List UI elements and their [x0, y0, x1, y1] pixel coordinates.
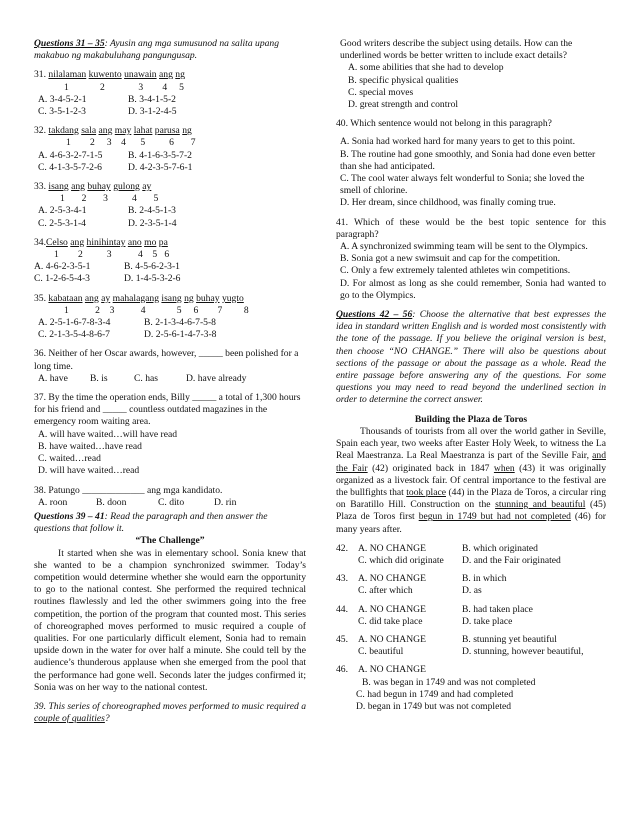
- question-36-text: 36. Neither of her Oscar awards, however, _____ been polished for a long time.: [34, 348, 299, 372]
- question-34-options-cd: C. 1-2-6-5-4-3 D. 1-4-5-3-2-6: [34, 273, 181, 285]
- passage-paragraph: Thousands of tourists from all over the world gather in Seville, Spain each year, two weeks after Easter Holy Week, to witness the La Real Maestranza. La Real Maestranza is part of the Seville Fair, and the Fair (42) originated back in 1847 when (43) it was originally organized as a livestock fair. Of central importance to the festival are the bullfights that took place (44) in the Plaza de Toros, a circular ring on Baratillo Hill. Construction on the stunning and beautiful (45) Plaza de Toros first begun in 1749 but had not completed (46) for many years after.: [336, 425, 607, 535]
- question-35-options-cd: C. 2-1-3-5-4-8-6-7 D. 2-5-6-1-4-7-3-8: [38, 329, 217, 341]
- question-35: [34, 293, 306, 342]
- question-37-option-a: A. will have waited…will have read: [38, 428, 178, 440]
- question-35-words: 35. kabataan ang ay mahalagang isang ng buhay yugto: [34, 292, 244, 304]
- instructions-42-56: Questions 42 – 56: Choose the alternative that best expresses the idea in standard written English and is worded most consistently with the tone of the passage. If you believe the original version is best, then choose “NO CHANGE.” There will also be questions about sections of the passage or about the passage as a whole. Read the entire passage before answering any of the questions. For some questions you may need to read beyond the underlined section in order to determine the correct answer.: [336, 309, 606, 406]
- question-41-option-a: A. A synchronized swimming team will be sent to the Olympics.: [340, 241, 588, 253]
- question-38-options: A. roon B. doon C. dito D. rin: [38, 496, 237, 508]
- question-40-option-c: C. The cool water always felt wonderful to Sonia; she loved the smell of chlorine.: [340, 173, 585, 197]
- question-31-numbers: 1 2 3 4 5: [64, 81, 184, 93]
- question-33: [34, 181, 306, 230]
- question-45: 45. A. NO CHANGE B. stunning yet beautiful C. beautiful D. stunning, however beautiful,: [336, 633, 584, 658]
- question-33-numbers: 1 2 3 4 5: [60, 193, 159, 205]
- question-40-option-b: B. The routine had gone smoothly, and Sonia had done even better than she had anticipated.: [340, 148, 596, 172]
- question-36: [34, 348, 306, 385]
- question-46: 46. A. NO CHANGE B. was began in 1749 and was not completed C. had begun in 1749 and had completed D. began in 1749 but was not completed: [336, 664, 536, 712]
- question-35-numbers: 1 2 3 4 5 6 7 8: [64, 304, 249, 316]
- question-32-words: 32. takdang sala ang may lahat parusa ng: [34, 125, 192, 137]
- story-paragraph: It started when she was in elementary school. Sonia knew that she wanted to be a champion synchronized swimmer. Today’s competition would determine whether she would earn the opportunity to go to the national contest. She performed the required technical routines flawlessly and led the other swimmers going into the free competition, the portion of the program that counted most. This series of choreographed moves performed to music required a couple of qualities. For one particularly difficult element, Sonia had to remain upside down in the water for over half a minute. She could tell by the audience’s thunderous applause when she emerged from the pool that the performance had gone well. Seconds later the judges confirmed it; Sonia was on her way to the national contest.: [34, 547, 306, 693]
- question-37-option-c: C. waited…read: [38, 453, 101, 465]
- question-40-option-d: D. Her dream, since childhood, was finally coming true.: [340, 197, 556, 209]
- question-38: [34, 485, 306, 509]
- question-44: 44. A. NO CHANGE B. had taken place C. did take place D. take place: [336, 603, 533, 627]
- question-36-options: A. have B. is C. has D. have already: [38, 372, 247, 384]
- question-37-text: 37. By the time the operation ends, Billy _____ a total of 1,300 hours for his friend and _____ countless outdated magazines in the emergency room waiting area.: [34, 392, 301, 428]
- question-39-option-a: A. some abilities that she had to develop: [348, 62, 504, 74]
- question-39-option-c: C. special moves: [348, 86, 414, 98]
- question-42: 42. A. NO CHANGE B. which originated C. which did originate D. and the Fair originated: [336, 542, 561, 566]
- question-34: [34, 237, 306, 286]
- question-41: [336, 217, 606, 302]
- question-41-option-b: B. Sonia got a new swimsuit and cap for the competition.: [340, 253, 561, 265]
- question-39-continued: [336, 38, 606, 111]
- question-32-options-cd: C. 4-1-3-5-7-2-6 D. 4-2-3-5-7-6-1: [38, 161, 193, 173]
- question-41-option-c: C. Only a few extremely talented athletes win competitions.: [340, 265, 571, 277]
- left-column: [34, 38, 306, 725]
- question-34-numbers: 1 2 3 4 5 6: [54, 249, 170, 261]
- instructions-31-35: Questions 31 – 35: Ayusin ang mga sumusunod na salita upang makabuo ng makabuluhang pangungusap.: [34, 38, 280, 62]
- question-32: [34, 125, 306, 174]
- instructions-39-41: Questions 39 – 41: Read the paragraph and then answer the questions that follow it.: [34, 510, 268, 535]
- question-37-option-d: D. will have waited…read: [38, 465, 140, 477]
- question-34-options-ab: A. 4-6-2-3-5-1 B. 4-5-6-2-3-1: [34, 261, 180, 273]
- question-37-option-b: B. have waited…have read: [38, 440, 142, 452]
- question-43: 43. A. NO CHANGE B. in which C. after which D. as: [336, 573, 507, 597]
- question-40-option-a: A. Sonia had worked hard for many years to get to this point.: [340, 136, 576, 148]
- question-37: [34, 392, 306, 477]
- question-32-options-ab: A. 4-6-3-2-7-1-5 B. 4-1-6-3-5-7-2: [38, 149, 192, 161]
- question-39: 39. This series of choreographed moves performed to music required a couple of qualities?: [34, 700, 306, 725]
- question-33-words: 33. isang ang buhay gulong ay: [34, 181, 152, 193]
- question-38-text: 38. Patungo _____________ ang mga kandidato.: [34, 484, 223, 496]
- question-35-options-ab: A. 2-5-1-6-7-8-3-4 B. 2-1-3-4-6-7-5-8: [38, 317, 216, 329]
- question-31-words: 31. nilalaman kuwento unawain ang ng: [34, 69, 185, 81]
- question-41-option-d: D. For almost as long as she could remember, Sonia had wanted to go to the Olympics.: [340, 277, 606, 301]
- question-33-options-ab: A. 2-5-3-4-1 B. 2-4-5-1-3: [38, 205, 176, 217]
- question-40: [336, 118, 606, 209]
- question-39-option-b: B. specific physical qualities: [348, 74, 459, 86]
- question-31-options-ab: A. 3-4-5-2-1 B. 3-4-1-5-2: [38, 93, 176, 105]
- question-39-option-d: D. great strength and control: [348, 99, 459, 111]
- question-31: [34, 69, 306, 118]
- question-40-text: 40. Which sentence would not belong in this paragraph?: [336, 118, 552, 130]
- question-39-prompt: Good writers describe the subject using details. How can the underlined words be better written to include exact details?: [340, 38, 573, 62]
- question-31-options-cd: C. 3-5-1-2-3 D. 3-1-2-4-5: [38, 106, 177, 118]
- question-34-words: 34.Celso ang hinihintay ano mo pa: [34, 236, 168, 248]
- right-column: [336, 38, 606, 713]
- story-title: “The Challenge”: [135, 535, 205, 547]
- question-32-numbers: 1 2 3 4 5 6 7: [66, 137, 196, 149]
- passage-title: Building the Plaza de Toros: [414, 413, 528, 425]
- question-41-text: 41. Which of these would be the best topic sentence for this paragraph?: [336, 216, 606, 240]
- question-33-options-cd: C. 2-5-3-1-4 D. 2-3-5-1-4: [38, 217, 177, 229]
